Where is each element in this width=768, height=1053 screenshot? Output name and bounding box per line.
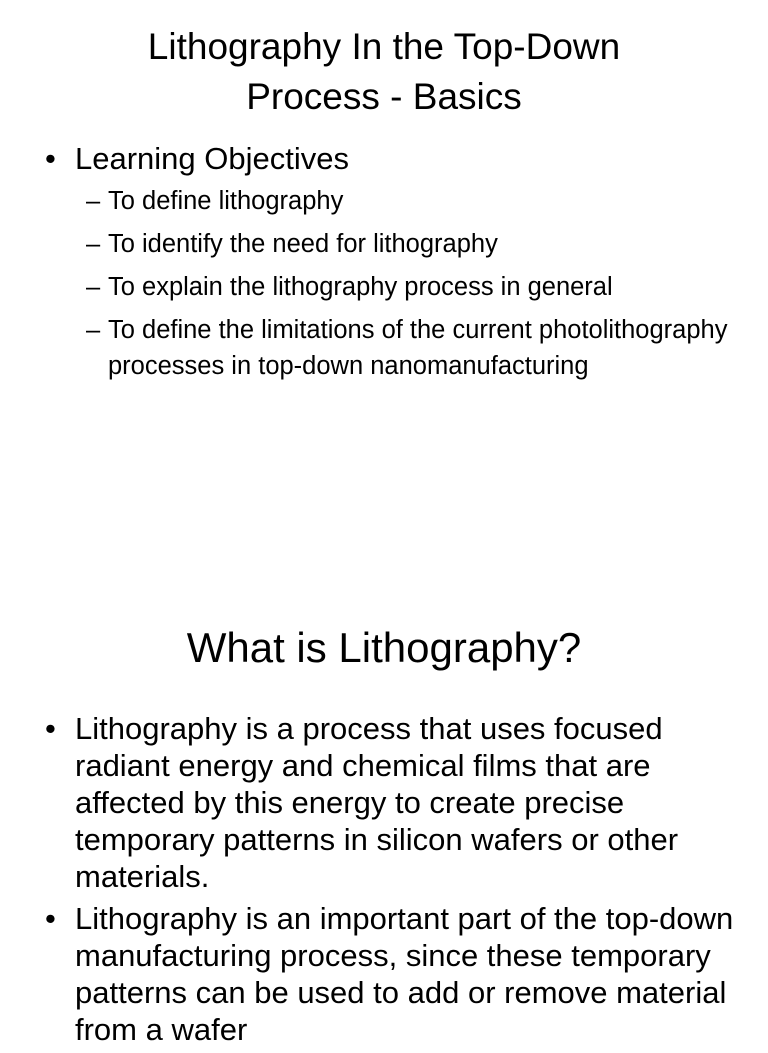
objective-text: To explain the lithography process in general — [108, 273, 613, 301]
objective-text: To identify the need for lithography — [108, 230, 498, 258]
slide-title: What is Lithography? — [186, 624, 582, 671]
title-line-1: Lithography In the Top-Down — [147, 26, 621, 67]
objective-item — [86, 183, 745, 219]
bullet-text: Lithography is a process that uses focused radiant energy and chemical films that are affected by this energy to create precise temporary patterns in silicon wafers or other materials. — [75, 711, 679, 894]
objective-item — [86, 312, 745, 384]
slide-what-is-lithography — [0, 512, 768, 1047]
bullet-item — [45, 710, 745, 895]
objective-item — [86, 269, 745, 305]
slide-title — [0, 22, 768, 122]
objectives-list — [86, 183, 745, 384]
bullet-list — [45, 710, 745, 1053]
bullet-dot-icon: • — [45, 711, 56, 746]
objective-text: To define lithography — [108, 187, 344, 215]
bullet-item — [45, 900, 745, 1048]
dash-icon: – — [86, 187, 101, 215]
bullet-list — [45, 139, 745, 391]
bullet-dot-icon: • — [45, 141, 56, 176]
title-line-2: Process - Basics — [246, 76, 522, 117]
dash-icon: – — [86, 273, 101, 301]
objective-text: To define the limitations of the current photolithography processes in top-down nanomanufacturing — [108, 316, 728, 380]
bullet-text: Learning Objectives — [75, 141, 349, 176]
bullet-text: Lithography is an important part of the top-down manufacturing process, since these temporary patterns can be used to add or remove material from a wafer — [75, 901, 734, 1047]
dash-icon: – — [86, 230, 101, 258]
dash-icon: – — [86, 316, 101, 344]
slide-learning-objectives — [0, 0, 768, 512]
bullet-dot-icon: • — [45, 901, 56, 936]
bullet-learning-objectives — [45, 139, 745, 384]
objective-item — [86, 226, 745, 262]
